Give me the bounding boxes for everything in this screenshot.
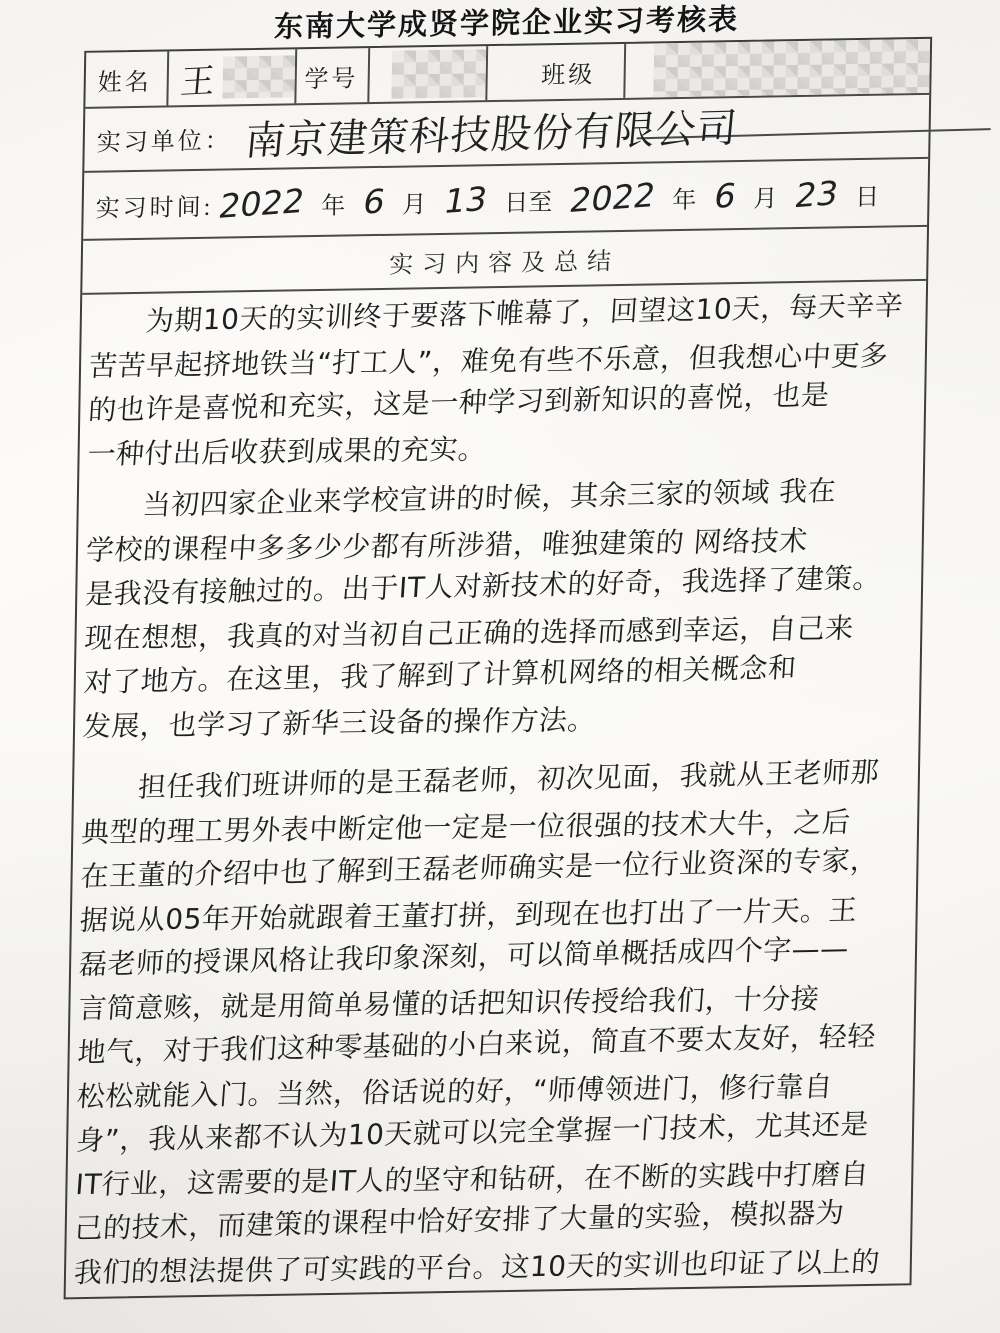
- class-redacted-blur: [653, 39, 930, 98]
- body-line: 言简意赅，就是用简单易懂的话把知识传授给我们，十分接: [77, 982, 821, 1026]
- student-id-label-cell: [296, 48, 370, 103]
- time-handwritten-value: 2022: [215, 180, 308, 226]
- unit-label: 实习单位：: [96, 127, 232, 157]
- section-header: 实习内容及总结: [388, 248, 621, 279]
- body-line: 磊老师的授课风格让我印象深刻，可以简单概括成四个字——: [78, 931, 850, 982]
- body-line: 身”，我从来都不认为10天就可以完全掌握一门技术，尤其还是: [75, 1107, 871, 1158]
- body-paragraph: [87, 287, 918, 477]
- class-label: 班级: [541, 61, 596, 89]
- body-line: 现在想想，我真的对当初自己正确的选择而感到幸运，自己来: [83, 611, 856, 655]
- time-label: 实习时间:: [95, 194, 214, 223]
- body-line: 松松就能入门。当然，俗话说的好，“师傅领进门，修行靠自: [75, 1069, 834, 1114]
- body-line: 的也许是喜悦和充实，这是一种学习到新知识的喜悦，也是: [87, 378, 831, 427]
- name-label: 姓名: [97, 69, 152, 97]
- document-title: 东南大学成贤学院企业实习考核表: [273, 3, 740, 44]
- unit-value: 南京建策科技股份有限公司: [243, 104, 740, 165]
- body-line: 苦苦早起挤地铁当“打工人”，难免有些不乐意，但我想心中更多: [87, 339, 890, 383]
- body-line: 典型的理工男外表中断定他一定是一位很强的技术大牛，之后: [80, 805, 852, 850]
- name-label-cell: [85, 51, 169, 106]
- body-paragraph: [74, 753, 911, 1295]
- body-line: 据说从05年开始就跟着王董打拼，到现在也打出了一片天。王: [78, 893, 859, 938]
- time-handwritten-value: 6: [710, 174, 739, 216]
- time-handwritten-value: 6: [359, 180, 388, 222]
- time-printed-unit: 年: [671, 187, 697, 214]
- time-printed-unit: 日: [854, 184, 880, 211]
- body-line: 为期10天的实训终于要落下帷幕了，回望这10天，每天辛辛: [144, 288, 905, 338]
- body-line: IT行业，这需要的是IT人的坚守和钻研，在不断的实践中打磨自: [74, 1157, 871, 1202]
- student-id-value-cell: [369, 46, 488, 102]
- name-visible-text: 王: [178, 60, 217, 103]
- time-printed-unit: 月: [402, 191, 427, 219]
- body-line: 学校的课程中多多少少都有所涉猎，唯独建策的 网络技术: [84, 524, 809, 567]
- student-id-label: 学号: [304, 65, 359, 93]
- time-value: [213, 172, 892, 226]
- class-value-cell: [625, 39, 930, 98]
- body-text: [66, 281, 927, 1297]
- assessment-form-table: [64, 37, 933, 1300]
- student-id-redacted-blur: [391, 49, 486, 99]
- body-line: 对了地方。在这里，我了解到了计算机网络的相关概念和: [82, 650, 798, 699]
- body-line: 我们的想法提供了可实践的平台。这10天的实训也印证了以上的: [72, 1245, 882, 1290]
- name-redacted-blur: [222, 55, 295, 98]
- time-handwritten-value: 13: [440, 178, 490, 221]
- class-label-cell: [487, 44, 626, 100]
- body-line: 一种付出后收获到成果的充实。: [86, 432, 488, 471]
- body-paragraph: [83, 471, 915, 749]
- body-line: 当初四家企业来学校宣讲的时候，其余三家的领域 我在: [141, 474, 838, 522]
- body-line: 担任我们班讲师的是王磊老师，初次见面，我就从王老师那: [137, 755, 881, 804]
- body-line: 己的技术，而建策的课程中恰好安排了大量的实验，模拟器为: [73, 1196, 846, 1246]
- body-line: 发展，也学习了新华三设备的操作方法。: [81, 703, 598, 743]
- name-value-cell: [168, 49, 297, 105]
- time-handwritten-value: 23: [791, 172, 841, 215]
- body-line: 是我没有接触过的。出于IT人对新技术的好奇，我选择了建策。: [84, 561, 883, 611]
- body-line: 地气，对于我们这种零基础的小白来说，简直不要太友好，轻轻: [76, 1019, 877, 1070]
- time-printed-unit: 日至: [504, 189, 553, 217]
- time-printed-unit: 年: [321, 193, 346, 220]
- time-handwritten-value: 2022: [566, 174, 659, 220]
- time-printed-unit: 月: [752, 185, 778, 213]
- body-line: 在王董的介绍中也了解到王磊老师确实是一位行业资深的专家，: [79, 843, 880, 894]
